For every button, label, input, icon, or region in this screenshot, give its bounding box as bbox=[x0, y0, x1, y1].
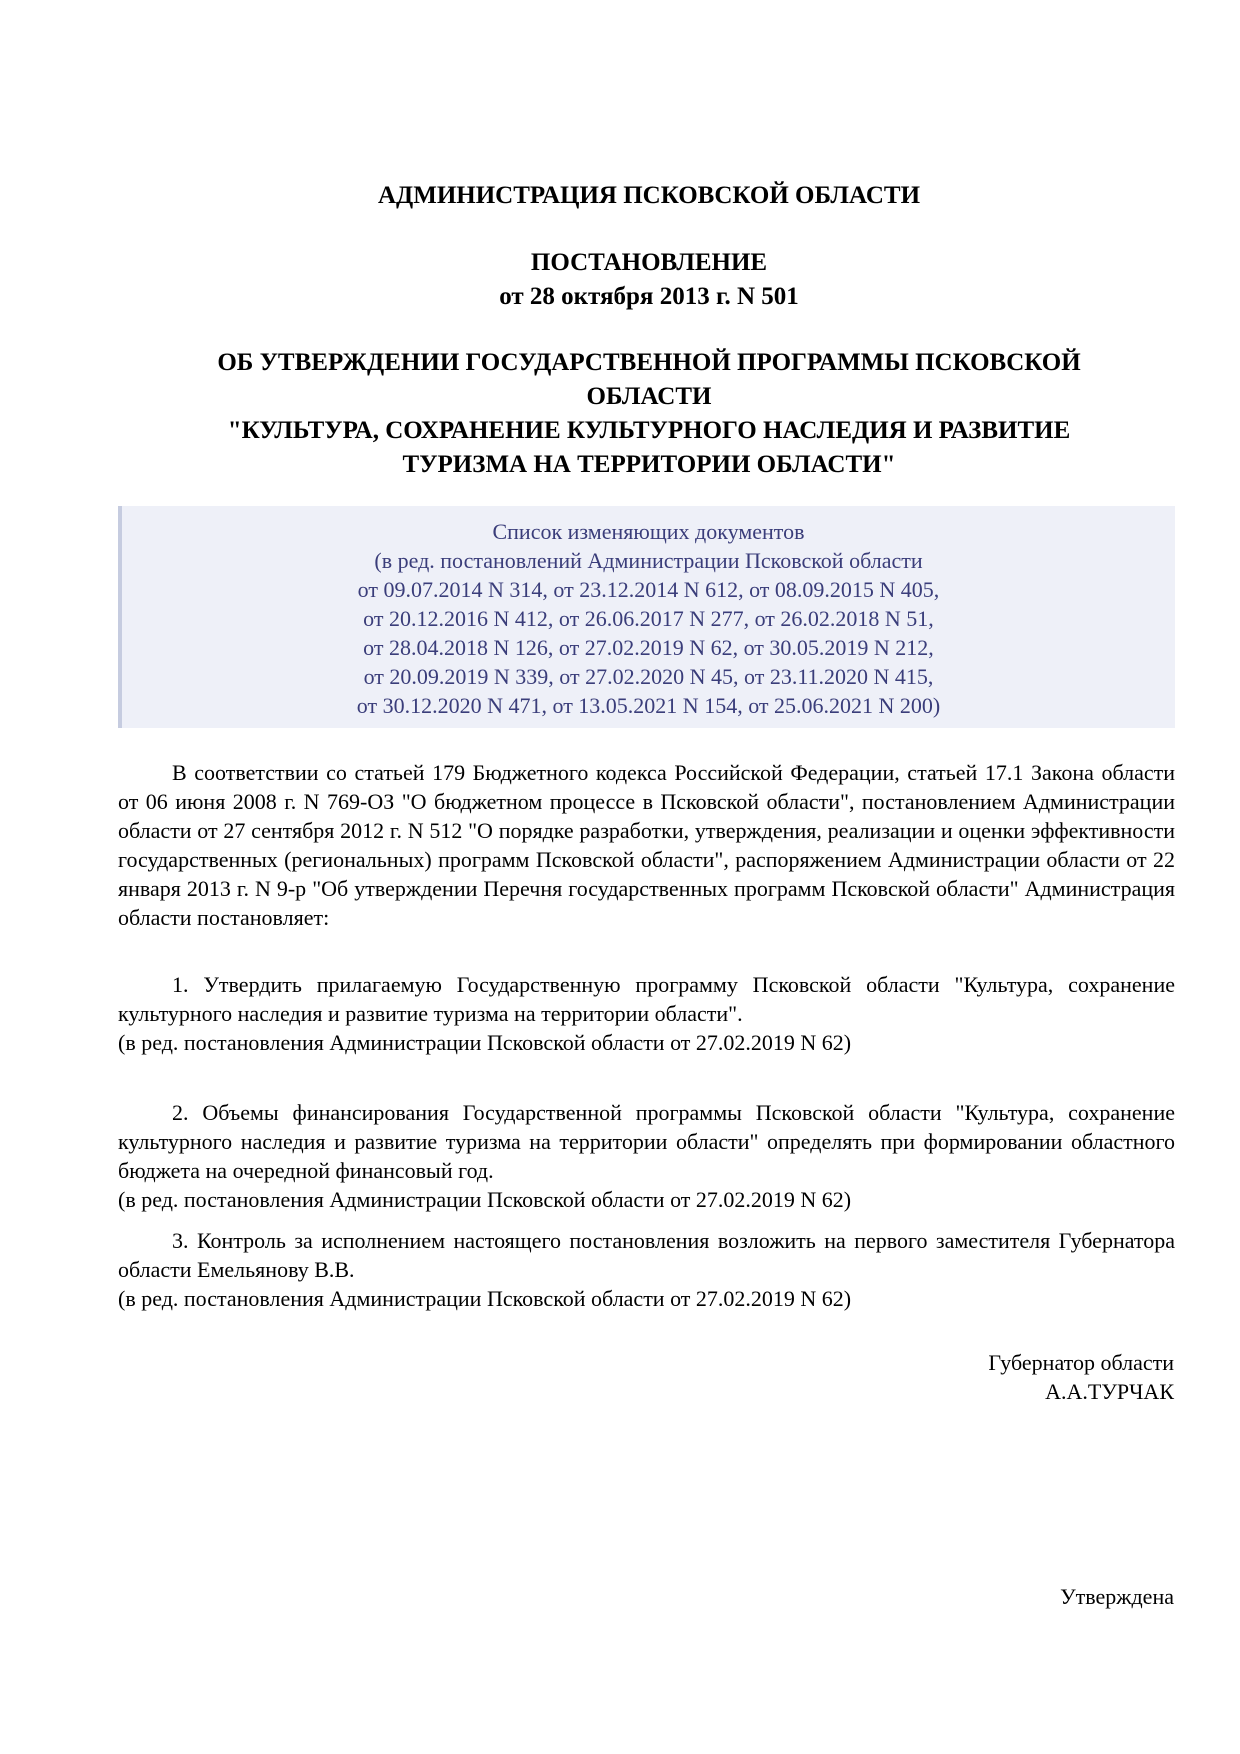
title-line: "КУЛЬТУРА, СОХРАНЕНИЕ КУЛЬТУРНОГО НАСЛЕДИЯ И РАЗВИТИЕ bbox=[227, 417, 1071, 444]
item-2-note: (в ред. постановления Администрации Псковской области от 27.02.2019 N 62) bbox=[118, 1187, 852, 1212]
approved-label: Утверждена bbox=[1060, 1584, 1174, 1609]
item-1-text: 1. Утвердить прилагаемую Государственную программу Псковской области "Культура, сохранение культурного наследия и развитие туризма на территории области". bbox=[118, 972, 1175, 1026]
document-title bbox=[118, 346, 1180, 482]
decree-heading bbox=[118, 246, 1180, 314]
organization-name: АДМИНИСТРАЦИЯ ПСКОВСКОЙ ОБЛАСТИ bbox=[377, 182, 921, 209]
title-line: ОБЛАСТИ bbox=[586, 383, 712, 410]
signature-position: Губернатор области bbox=[988, 1350, 1174, 1375]
preamble-text: В соответствии со статьей 179 Бюджетного кодекса Российской Федерации, статьей 17.1 Закона области от 06 июня 2008 г. N 769-ОЗ "О бюджетном процессе в Псковской области", постановлением Администрации области от 27 сентября 2012 г. N 512 "О порядке разработки, утверждения, реализации и оценки эффективности государственных (региональных) программ Псковской области", распоряжением Администрации области от 22 января 2013 г. N 9-р "Об утверждении Перечня государственных программ Псковской области" Администрация области постановляет: bbox=[118, 760, 1175, 930]
item-3-text: 3. Контроль за исполнением настоящего постановления возложить на первого заместителя Губернатора области Емельянову В.В. bbox=[118, 1228, 1175, 1282]
item-3-note: (в ред. постановления Администрации Псковской области от 27.02.2019 N 62) bbox=[118, 1286, 852, 1311]
amendments-line: от 28.04.2018 N 126, от 27.02.2019 N 62, от 30.05.2019 N 212, bbox=[363, 635, 934, 660]
item-2-text: 2. Объемы финансирования Государственной программы Псковской области "Культура, сохранение культурного наследия и развитие туризма на территории области" определять при формировании областного бюджета на очередной финансовый год. bbox=[118, 1100, 1175, 1183]
amendments-box bbox=[118, 506, 1175, 728]
doc-type: ПОСТАНОВЛЕНИЕ bbox=[530, 249, 768, 276]
doc-date-number: от 28 октября 2013 г. N 501 bbox=[499, 283, 799, 310]
amendments-line: от 20.09.2019 N 339, от 27.02.2020 N 45, от 23.11.2020 N 415, bbox=[363, 664, 934, 689]
amendments-line: от 09.07.2014 N 314, от 23.12.2014 N 612, от 08.09.2015 N 405, bbox=[357, 577, 940, 602]
amendments-line: от 30.12.2020 N 471, от 13.05.2021 N 154, от 25.06.2021 N 200) bbox=[356, 693, 941, 718]
preamble-paragraph bbox=[118, 758, 1175, 932]
amendments-line: (в ред. постановлений Администрации Псковской области bbox=[374, 548, 923, 573]
item-2 bbox=[118, 1098, 1175, 1214]
signature-name: А.А.ТУРЧАК bbox=[1045, 1379, 1174, 1404]
signature-block bbox=[988, 1348, 1174, 1406]
item-3 bbox=[118, 1226, 1175, 1313]
amendments-heading: Список изменяющих документов bbox=[492, 519, 805, 544]
item-1 bbox=[118, 970, 1175, 1057]
title-line: ОБ УТВЕРЖДЕНИИ ГОСУДАРСТВЕННОЙ ПРОГРАММЫ ПСКОВСКОЙ bbox=[217, 349, 1081, 376]
title-line: ТУРИЗМА НА ТЕРРИТОРИИ ОБЛАСТИ" bbox=[402, 451, 896, 478]
item-1-note: (в ред. постановления Администрации Псковской области от 27.02.2019 N 62) bbox=[118, 1030, 852, 1055]
amendments-line: от 20.12.2016 N 412, от 26.06.2017 N 277, от 26.02.2018 N 51, bbox=[363, 606, 934, 631]
